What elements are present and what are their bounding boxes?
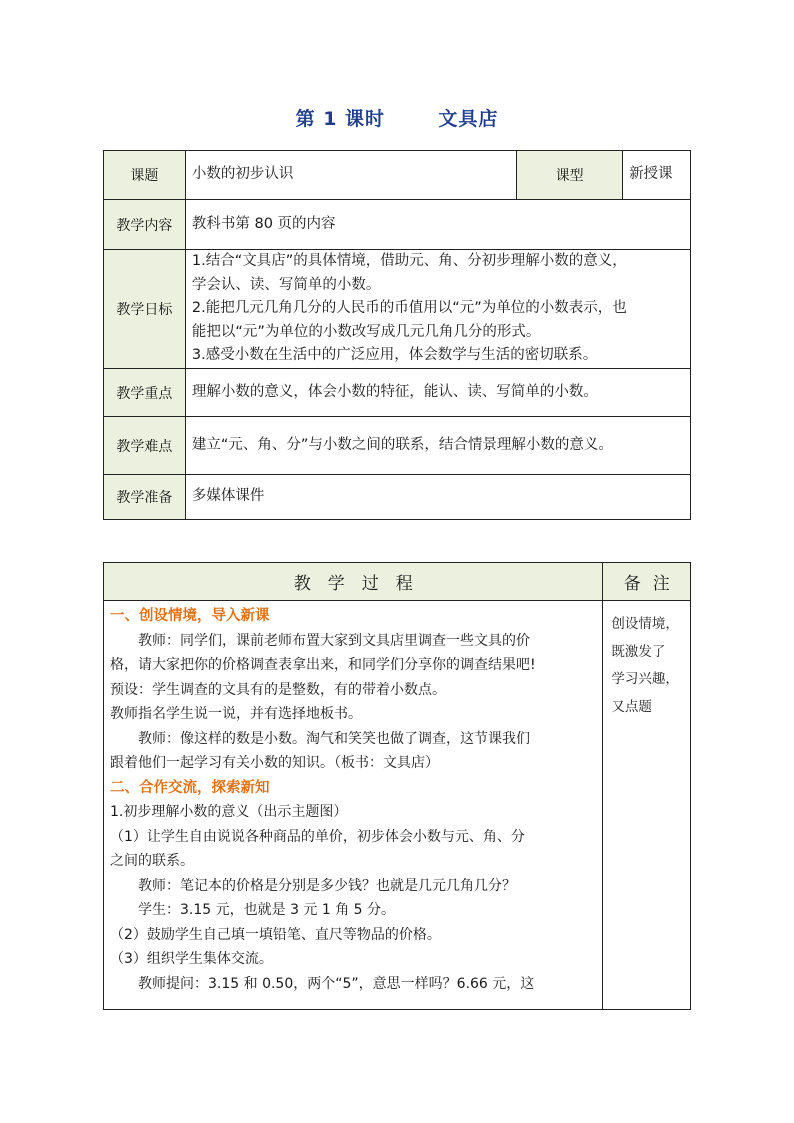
- process-header: 教学过程: [293, 574, 430, 594]
- key-point-label: 教学重点: [104, 369, 186, 417]
- note-line: 学习兴趣，: [611, 671, 679, 687]
- note-header: 备注: [623, 574, 682, 594]
- goal-line: 3.感受小数在生活中的广泛应用，体会数学与生活的密切联系。: [191, 347, 598, 364]
- note-line: 既激发了: [611, 643, 666, 660]
- process-header-cell: [104, 563, 603, 601]
- goal-label: 教学日标: [104, 250, 186, 369]
- preparation-value: 多媒体课件: [185, 475, 690, 520]
- type-value: 新授课: [623, 151, 691, 200]
- page-title: 第 1 课时 文具店: [295, 108, 499, 130]
- section-heading: 二、合作交流，探索新知: [110, 779, 270, 796]
- goal-line: 1.结合“文具店”的具体情境，借助元、角、分初步理解小数的意义，: [191, 253, 627, 270]
- process-line: 教师提问：3.15 和 0.50，两个“5”，意思一样吗？6.66 元，这: [138, 975, 535, 992]
- process-line: 学生：3.15 元，也就是 3 元 1 角 5 分。: [138, 902, 396, 918]
- content-value: 教科书第 80 页的内容: [185, 200, 690, 250]
- type-label: 课型: [517, 151, 623, 200]
- section-heading: 一、创设情境，导入新课: [110, 608, 270, 624]
- process-line: 格，请大家把你的价格调查表拿出来，和同学们分享你的调查结果吧!: [110, 657, 536, 673]
- note-content: [603, 601, 691, 1010]
- process-line: （3）组织学生集体交流。: [110, 951, 273, 967]
- process-line: 教师指名学生说一说，并有选择地板书。: [110, 706, 362, 722]
- process-line: 1.初步理解小数的意义（出示主题图）: [110, 804, 348, 820]
- teaching-process-table: [103, 562, 691, 1010]
- content-label: 教学内容: [104, 200, 186, 250]
- lesson-info-table: [103, 150, 691, 520]
- note-header-cell: [603, 563, 691, 601]
- process-line: 跟着他们一起学习有关小数的知识。（板书：文具店）: [110, 755, 439, 771]
- process-content: [104, 601, 603, 1010]
- process-line: 教师：同学们，课前老师布置大家到文具店里调查一些文具的价: [138, 632, 530, 649]
- goal-line: 2.能把几元几角几分的人民币的币值用以“元”为单位的小数表示，也: [191, 300, 627, 317]
- process-line: 之间的联系。: [110, 853, 194, 869]
- goal-value: [185, 250, 690, 369]
- goal-line: 能把以“元”为单位的小数改写成几元几角几分的形式。: [191, 323, 541, 340]
- note-line: 又点题: [611, 698, 652, 715]
- process-line: 教师：像这样的数是小数。淘气和笑笑也做了调查，这节课我们: [138, 730, 530, 747]
- difficulty-value: 建立“元、角、分”与小数之间的联系，结合情景理解小数的意义。: [185, 417, 690, 475]
- key-point-value: 理解小数的意义，体会小数的特征，能认、读、写简单的小数。: [185, 369, 690, 417]
- goal-line: 学会认、读、写简单的小数。: [191, 276, 381, 293]
- process-line: （1）让学生自由说说各种商品的单价，初步体会小数与元、角、分: [110, 828, 525, 845]
- topic-label: 课题: [104, 151, 186, 200]
- process-line: 教师：笔记本的价格是分别是多少钱？也就是几元几角几分？: [138, 877, 516, 894]
- preparation-label: 教学准备: [104, 475, 186, 520]
- difficulty-label: 教学难点: [104, 417, 186, 475]
- process-line: （2）鼓励学生自己填一填铅笔、直尺等物品的价格。: [110, 926, 441, 943]
- note-line: 创设情境，: [611, 616, 679, 632]
- process-line: 预设：学生调查的文具有的是整数，有的带着小数点。: [110, 681, 446, 698]
- topic-value: 小数的初步认识: [185, 151, 516, 200]
